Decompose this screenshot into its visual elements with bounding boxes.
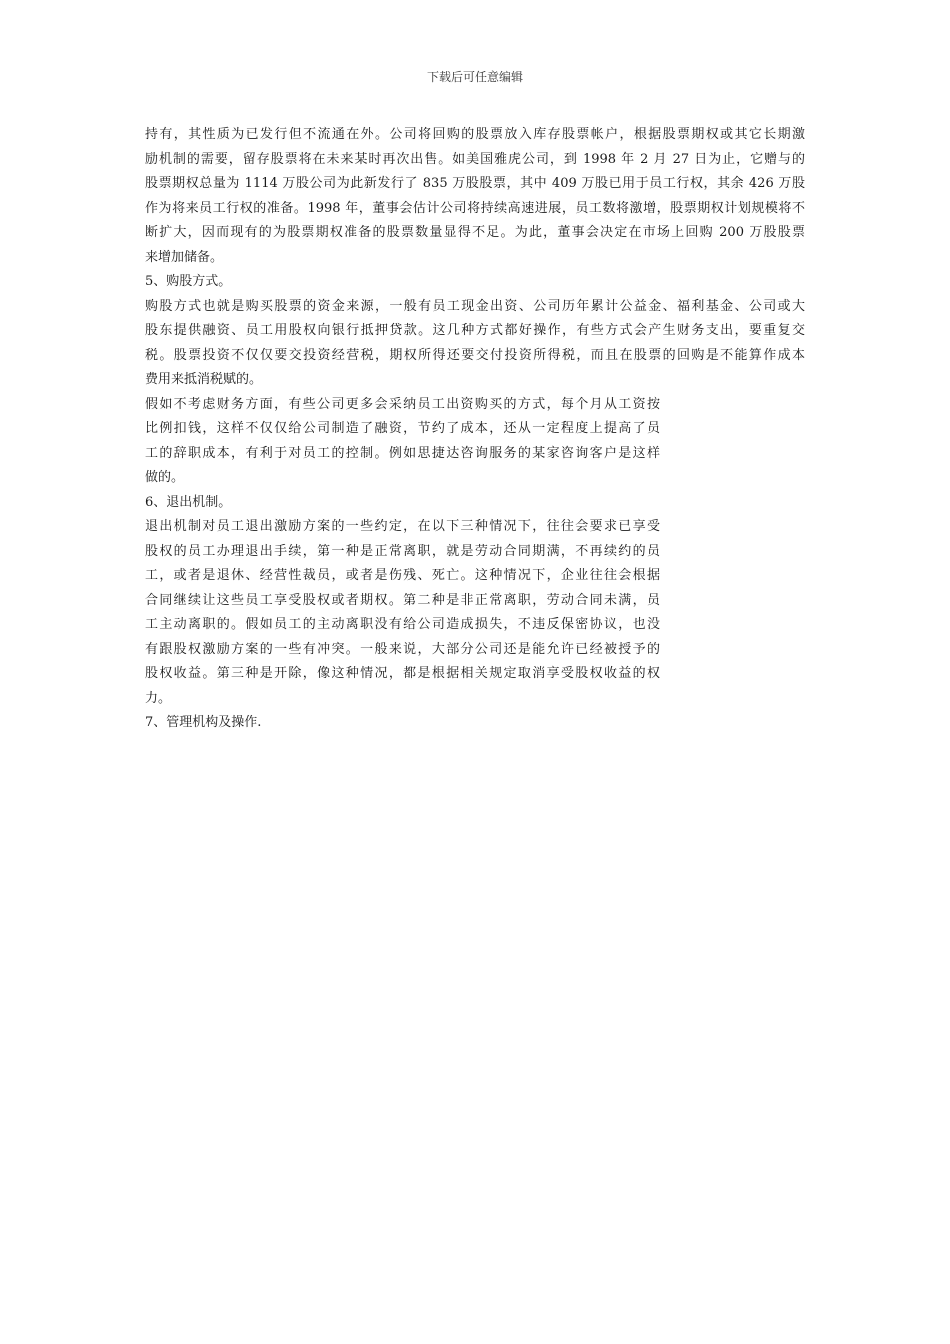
text-line: 5、购股方式。 bbox=[145, 274, 232, 289]
text-line: 7、管理机构及操作. bbox=[145, 715, 262, 730]
text-line: 购股方式也就是购买股票的资金来源，一般有员工现金出资、公司历年累计公益金、福利基金、公司或大 bbox=[145, 298, 805, 314]
text-line: 合同继续让这些员工享受股权或者期权。第二种是非正常离职，劳动合同未满，员 bbox=[145, 592, 660, 608]
text-line: 力。 bbox=[145, 690, 172, 706]
text-line: 股东提供融资、员工用股权向银行抵押贷款。这几种方式都好操作，有些方式会产生财务支出，要重复交 bbox=[145, 323, 805, 338]
text-line: 比例扣钱，这样不仅仅给公司制造了融资，节约了成本，还从一定程度上提高了员 bbox=[145, 421, 660, 436]
text-line: 工的辞职成本，有利于对员工的控制。例如思捷达咨询服务的某家咨询客户是这样 bbox=[145, 445, 660, 461]
text-line: 工，或者是退休、经营性裁员，或者是伤残、死亡。这种情况下，企业往往会根据 bbox=[145, 568, 660, 583]
text-line: 股权的员工办理退出手续，第一种是正常离职，就是劳动合同期满，不再续约的员 bbox=[145, 543, 660, 559]
text-line: 有跟股权激励方案的一些有冲突。一般来说，大部分公司还是能允许已经被授予的 bbox=[145, 641, 660, 657]
text-line: 退出机制对员工退出激励方案的一些约定，在以下三种情况下，往往会要求已享受 bbox=[145, 519, 660, 534]
text-line: 假如不考虑财务方面，有些公司更多会采纳员工出资购买的方式，每个月从工资按 bbox=[145, 396, 660, 412]
text-line: 来增加储备。 bbox=[145, 249, 224, 265]
text-line: 持有，其性质为已发行但不流通在外。公司将回购的股票放入库存股票帐户，根据股票期权或其它长期激 bbox=[145, 127, 805, 142]
document-body bbox=[145, 123, 805, 736]
text-line: 工主动离职的。假如员工的主动离职没有给公司造成损失，不违反保密协议，也没 bbox=[145, 617, 660, 632]
text-line: 股权收益。第三种是开除，像这种情况，都是根据相关规定取消享受股权收益的权 bbox=[145, 666, 660, 681]
text-line: 股票期权总量为 1114 万股公司为此新发行了 835 万股股票，其中 409 万股已用于员工行权，其余 426 万股 bbox=[145, 176, 805, 191]
text-line: 断扩大，因而现有的为股票期权准备的股票数量显得不足。为此，董事会决定在市场上回购 200 万股股票 bbox=[145, 225, 805, 240]
text-line: 费用来抵消税赋的。 bbox=[145, 372, 263, 387]
text-line: 励机制的需要，留存股票将在未来某时再次出售。如美国雅虎公司，到 1998 年 2 月 27 日为止，它赠与的 bbox=[145, 151, 805, 167]
text-line: 作为将来员工行权的准备。1998 年，董事会估计公司将持续高速进展，员工数将激增，股票期权计划规模将不 bbox=[145, 200, 805, 216]
page-header: 下载后可任意编辑 bbox=[426, 70, 523, 84]
text-line: 做的。 bbox=[145, 470, 185, 485]
text-line: 6、退出机制。 bbox=[145, 494, 232, 510]
text-line: 税。股票投资不仅仅要交投资经营税，期权所得还要交付投资所得税，而且在股票的回购是不能算作成本 bbox=[145, 347, 805, 363]
